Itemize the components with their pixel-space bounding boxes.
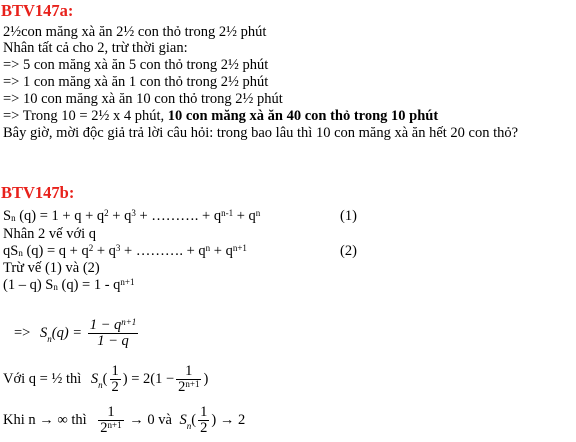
eq1-e2: 2 xyxy=(104,208,109,218)
line-a1: 2½con măng xà ăn 2½ con thỏ trong 2½ phút xyxy=(3,24,267,40)
line-a7: Bây giờ, mời độc giả trả lời câu hỏi: trong bao lâu thì 10 con măng xà ăn hết 20 con thỏ? xyxy=(3,125,519,141)
limit-sub: n xyxy=(186,420,192,431)
with-frac xyxy=(176,364,201,395)
eq2-sub: n xyxy=(18,248,23,258)
with-half-num: 1 xyxy=(111,363,119,379)
eq3-b: (q) = 1 - q xyxy=(57,277,121,293)
title-b: BTV147b: xyxy=(1,183,75,202)
limit-den: 2 xyxy=(100,420,108,436)
eq1-e3: 3 xyxy=(131,208,136,218)
limit-den-exp: n+1 xyxy=(107,420,122,430)
eq2 xyxy=(3,243,247,259)
with-end: ) xyxy=(203,371,209,387)
line-a6 xyxy=(3,108,438,124)
with-mid: ) = 2(1 − xyxy=(122,371,175,387)
with-line: Với q = ½ thì $S_n$( $\frac{1}{2}$ ) = 2(1 − $\frac{1}{2^{n+1}}$ ) xyxy=(3,363,209,395)
result-num-exp: n+1 xyxy=(121,317,137,327)
eq3-e: n+1 xyxy=(120,277,135,287)
mult-line: Nhân 2 vế với q xyxy=(3,226,97,242)
eq2-e3: 3 xyxy=(115,243,121,253)
title-a: BTV147a: xyxy=(1,1,74,20)
line-a3: => 5 con măng xà ăn 5 con thỏ trong 2½ phút xyxy=(3,57,269,73)
eq2-a: qS xyxy=(3,243,19,259)
result-s: S xyxy=(39,325,48,341)
eq1-d: + q xyxy=(233,208,256,224)
result-sub: n xyxy=(47,333,52,344)
eq2-e2: 2 xyxy=(88,243,94,253)
result-arrow: => xyxy=(14,325,31,341)
limit-frac xyxy=(98,405,123,436)
limit-half-num: 1 xyxy=(200,404,208,420)
with-half-den: 2 xyxy=(111,379,119,395)
with-frac-num: 1 xyxy=(176,364,201,380)
with-half xyxy=(110,364,121,395)
eq3 xyxy=(3,277,134,293)
line-a6-text: => Trong 10 = 2½ x 4 phút, xyxy=(3,108,168,124)
result-formula xyxy=(14,318,140,349)
eq1-e5: n xyxy=(255,208,261,218)
eq2-c: + q xyxy=(93,243,116,259)
eq1-c: + ………. + q xyxy=(135,208,222,224)
with-sub: n xyxy=(98,379,103,390)
with-s: S xyxy=(90,371,99,387)
subtract-line: Trừ vế (1) và (2) xyxy=(3,260,100,276)
eq1-s: S xyxy=(3,208,12,224)
limit-half-den: 2 xyxy=(200,420,208,436)
eq2-d: + ………. + q xyxy=(120,243,206,259)
eq3-sub: n xyxy=(53,282,58,292)
result-arg: (q) = xyxy=(51,325,83,341)
limit-s: S xyxy=(179,412,187,428)
line-a2: Nhân tất cả cho 2, trừ thời gian: xyxy=(3,40,188,56)
eq2-e4: n xyxy=(205,243,211,253)
limit-half xyxy=(198,405,209,436)
result-num: 1 − q xyxy=(89,317,122,333)
eq2-e5: n+1 xyxy=(232,243,247,253)
eq2-b: (q) = q + q xyxy=(22,243,89,259)
limit-label: Khi n → ∞ thì xyxy=(3,412,87,428)
eq2-e: + q xyxy=(210,243,233,259)
limit-line: Khi n → ∞ thì $\frac{1}{2^{n+1}}$ → 0 và $S_n$( $\frac{1}{2}$ ) → 2 xyxy=(3,404,246,436)
result-fraction xyxy=(88,318,139,349)
eq1-sub: n xyxy=(11,213,16,223)
result-den: 1 − q xyxy=(97,333,129,349)
line-a6-bold: 10 con măng xà ăn 40 con thỏ trong 10 phút xyxy=(167,108,439,124)
eq1-e4: n-1 xyxy=(221,208,234,218)
eq1-number: (1) xyxy=(340,208,357,224)
eq2-number: (2) xyxy=(340,243,357,259)
limit-arrow: → 0 và xyxy=(129,412,172,428)
with-frac-exp: n+1 xyxy=(185,379,200,389)
eq1 xyxy=(3,208,260,224)
with-label: Với q = ½ thì xyxy=(3,371,82,387)
line-a5: => 10 con măng xà ăn 10 con thỏ trong 2½ phút xyxy=(3,91,283,107)
eq1-a: (q) = 1 + q + q xyxy=(15,208,105,224)
limit-num: 1 xyxy=(98,405,123,421)
eq3-a: (1 – q) S xyxy=(3,277,54,293)
limit-end: ) → 2 xyxy=(211,412,246,428)
line-a4: => 1 con măng xà ăn 1 con thỏ trong 2½ phút xyxy=(3,74,269,90)
eq1-b: + q xyxy=(108,208,132,224)
with-frac-den: 2 xyxy=(178,379,186,395)
